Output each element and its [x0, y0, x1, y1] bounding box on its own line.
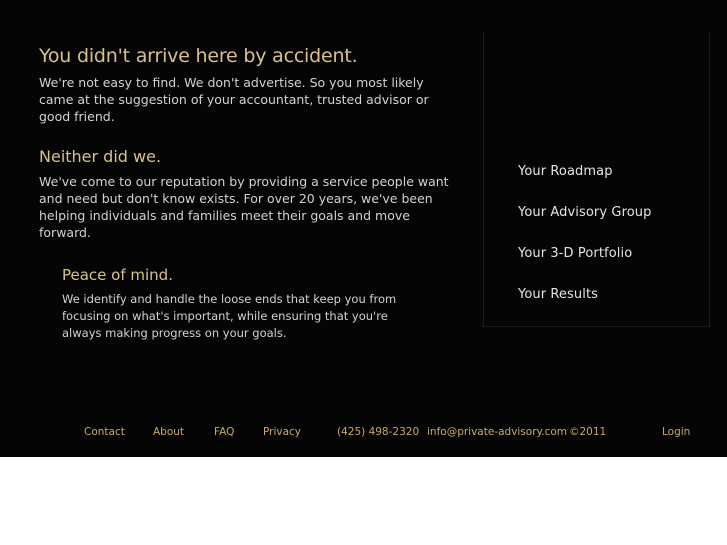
intro-paragraph: We're not easy to find. We don't advertise. So you most likely came at the suggestion of your accountant, trusted advisor or good friend. [39, 75, 429, 124]
sidebar-link-3d-portfolio[interactable]: Your 3-D Portfolio [518, 246, 633, 261]
sidebar-link-roadmap[interactable]: Your Roadmap [518, 164, 613, 179]
peace-text: We identify and handle the loose ends that keep you from focusing on what's important, while ensuring that you're always making progress on your goals. [62, 292, 397, 340]
sidebar-link-results[interactable]: Your Results [518, 287, 599, 302]
sidebar-link-advisory-group[interactable]: Your Advisory Group [518, 205, 652, 220]
footer-link-privacy[interactable]: Privacy [263, 426, 302, 438]
page-headline: You didn't arrive here by accident. [39, 45, 358, 67]
peace-of-mind-section [62, 265, 412, 342]
footer-link-login[interactable]: Login [662, 426, 691, 438]
footer-phone: (425) 498-2320 [337, 426, 420, 438]
footer-email-link[interactable]: info@private-advisory.com [427, 426, 568, 438]
reputation-paragraph: We've come to our reputation by providing a service people want and need but don't know exists. For over 20 years, we've been helping individuals and families meet their goals and move forward. [39, 174, 449, 240]
footer-link-contact[interactable]: Contact [84, 426, 125, 438]
subheading: Neither did we. [39, 147, 162, 166]
peace-heading: Peace of mind. [62, 266, 173, 284]
footer-link-about[interactable]: About [153, 426, 185, 438]
footer-copyright: ©2011 [569, 426, 607, 438]
sidebar-nav [483, 32, 710, 327]
main-content [39, 44, 459, 241]
footer-link-faq[interactable]: FAQ [214, 426, 235, 438]
